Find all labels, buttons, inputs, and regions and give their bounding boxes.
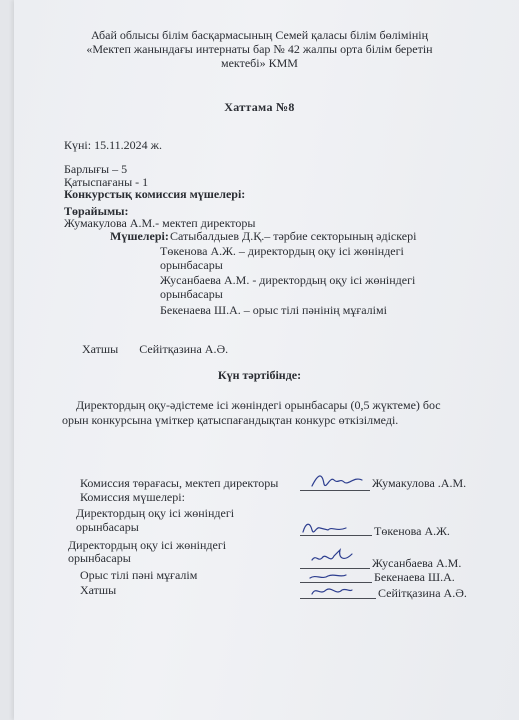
sign-role-2-line-2: орынбасары — [68, 551, 131, 565]
sign-name-2: Жусанбаева А.М. — [372, 556, 462, 570]
member-line: Жусанбаева А.М. - директордың оқу ісі жөніндегі — [160, 273, 416, 287]
header-line-3: мектебі» КММ — [221, 56, 298, 70]
signature-line — [300, 568, 370, 569]
signature-member-3 — [308, 570, 348, 582]
signature-secretary — [310, 584, 354, 598]
sign-role-1-line-1: Директордың оқу ісі жөніндегі — [76, 506, 235, 520]
attendance-total: Барлығы – 5 — [64, 162, 128, 176]
commission-heading: Конкурстық комиссия мүшелері: — [64, 187, 246, 201]
sign-chair-role: Комиссия төрағасы, мектеп директоры — [80, 476, 279, 490]
attendance-absent: Қатыспағаны - 1 — [64, 175, 149, 189]
sign-role-2-line-1: Директордың оқу ісі жөніндегі — [68, 538, 227, 552]
member-line: орынбасары — [160, 258, 223, 272]
members-label: Мүшелері: — [110, 229, 169, 243]
document-title: Хаттама №8 — [224, 100, 295, 114]
member-line: Сатыбалдыев Д.Қ.– тәрбие секторының әдіскері — [170, 229, 417, 243]
sign-chair-name: Жумакулова .А.М. — [372, 476, 467, 490]
sign-name-3: Бекенаева Ш.А. — [374, 570, 455, 584]
signature-member-2 — [308, 546, 356, 568]
member-line: орынбасары — [160, 287, 223, 301]
sign-name-4: Сейітқазина А.Ә. — [378, 586, 467, 600]
signature-member-1 — [300, 518, 350, 538]
sign-role-4: Хатшы — [80, 583, 117, 597]
sign-name-1: Төкенова А.Ж. — [374, 524, 450, 538]
chair-name: Жумакулова А.М.- мектеп директоры — [64, 216, 256, 230]
header-line-1: Абай облысы білім басқармасының Семей қаласы білім бөлімінің — [90, 28, 429, 42]
header-line-2: «Мектеп жанындағы интернаты бар № 42 жалпы орта білім беретін — [86, 42, 433, 56]
signature-line — [300, 598, 376, 599]
agenda-text-line-2: орын конкурсына үміткер қатыспағандықтан конкурс өткізілмеді. — [62, 413, 399, 427]
meeting-date: Күні: 15.11.2024 ж. — [64, 138, 162, 152]
agenda-text-line-1: Директордың оқу-әдістеме ісі жөніндегі орынбасары (0,5 жүктеме) бос — [76, 398, 441, 412]
secretary-line: Хатшы Сейітқазина А.Ә. — [82, 342, 229, 356]
signature-line — [300, 582, 372, 583]
agenda-heading: Күн тәртібінде: — [217, 368, 302, 382]
member-line: Бекенаева Ш.А. – орыс тілі пәнінің мұғалімі — [160, 303, 387, 317]
signature-chair — [310, 470, 365, 492]
sign-role-1-line-2: орынбасары — [76, 520, 139, 534]
sign-members-label: Комиссия мүшелері: — [80, 490, 185, 504]
sign-role-3: Орыс тілі пәні мұғалім — [80, 568, 198, 582]
chair-label: Төрайымы: — [64, 204, 129, 218]
member-line: Төкенова А.Ж. – директордың оқу ісі жөніндегі — [160, 244, 404, 258]
